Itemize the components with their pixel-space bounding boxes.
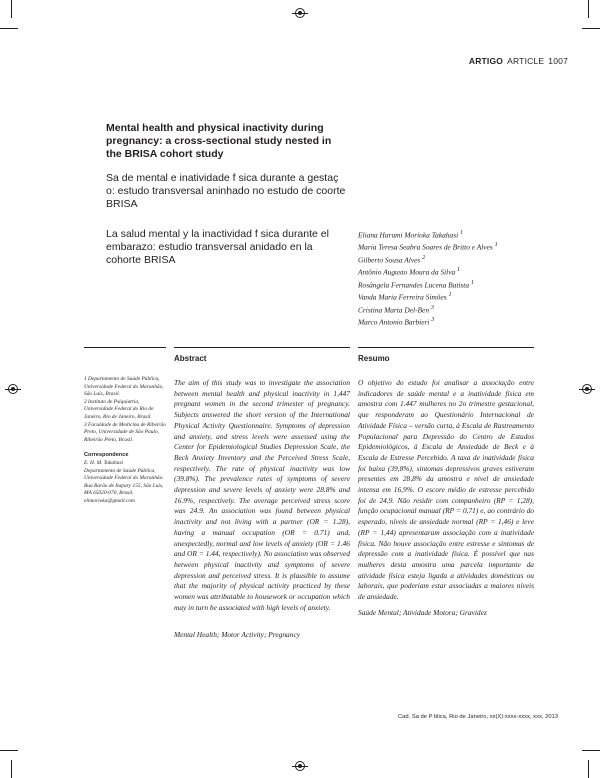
author-name: Eliana Harumi Morioka Takahasi $^1$ [358,230,464,240]
crop-mark [582,750,600,751]
author-name: Rosângela Fernandes Lucena Batista $^1$ [358,279,474,290]
abstract-heading: Abstract [174,354,207,363]
title-portuguese: Sa de mental e inatividade f sica durante a gestaç o: estudo transversal aninhado no estudo de coorte BRISA [106,172,346,210]
section-divider [358,347,534,348]
affiliation-item: 2 Instituto de Psiquiatria, Universidade Federal do Rio de Janeiro, Rio de Janeiro, Brasil. [84,398,154,420]
affiliations [84,376,166,506]
crop-mark [588,760,589,778]
correspondence-label: Correspondence [84,452,129,459]
resumo-text: O objetivo do estudo foi analisar a associação entre indicadores de saúde mental e a inatividade física em amostra com 1.447 mulheres no 2o trimestre gestacional, que responderam ao Questionário Internacional de Atividade Física – versão curta, à Escala de Rastreamento Populacional para Depressão do Centro de Estudos Epidemiológicos, à Escala de Ansiedade de Beck e à Escala de Estresse Percebido. A taxa de inatividade física foi baixa (39,8%), sintomas depressivos graves estiveram presentes em 28,8% da amostra e nível de ansiedade intensa em 16,9%. O escore médio de estresse percebido foi de 24,9. Não residir com companheiro (RP = 1,28), função ocupacional manual (RP = 0,71) e, ao contrário do esperado, níveis de ansiedade normal (RP = 1,46) e leve (RP = 1,44) apresentaram associação com a inatividade física. Não houve associação entre estresse e sintomas de depressão com a inatividade física. É possível que nas mulheres desta amostra uma parcela importante da atividade física esteja ligada a atividades domésticas ou laborais, que poderiam estar associadas a maiores níveis de ansiedade. [358,378,534,602]
crop-mark [11,0,12,18]
author-list [358,228,568,328]
registration-mark-icon [8,384,18,394]
resumo-heading: Resumo [358,354,390,363]
author-name: Maria Teresa Seabra Soares de Britto e Alves $^1$ [358,242,498,252]
abstract-keywords: Mental Health; Motor Activity; Pregnancy [174,630,301,639]
title-spanish: La salud mental y la inactividad f sica durante el embarazo: estudio transversal anidado en la cohorte BRISA [106,228,329,266]
author-name: Gilberto Sousa Alves $^2$ [358,254,426,265]
abstract-text: The aim of this study was to investigate the association between mental health and physical inactivity in 1,447 pregnant women in the second trimester of pregnancy. Subjects answered the short version of the International Physical Activity Questionnaire. Symptoms of depression and anxiety, and stress levels were assessed using the Center for Epidemiological Studies Depression Scale, the Beck Anxiety Inventory and the Perceived Stress Scale, respectively. The rate of physical inactivity was low (39.8%). The prevalence rates of symptoms of severe depression and severe levels of anxiety were 28.8% and 16.9%, respectively. The average perceived stress score was 24.9. An association was found between physical inactivity and not living with a partner (OR = 1.28), having a manual occupation (OR = 0.71) and, unexpectedly, normal and low levels of anxiety (OR = 1.46 and OR = 1.44, respectively). No association was observed between physical inactivity and symptoms of severe depression and perceived stress. It is plausible to assume that the majority of physical activity practiced by these women was attributable to housework or occupation which may in turn be associated with high levels of anxiety. [174,378,350,612]
crop-mark [0,750,18,751]
crop-mark [588,0,589,18]
correspondence-email[interactable]: elimorioka@gmail.com [84,497,135,504]
registration-mark-icon [582,384,592,394]
title-english: Mental health and physical inactivity during pregnancy: a cross-sectional study nested in the BRISA cohort study [106,122,332,160]
author-name: Marco Antonio Barbieri $^3$ [358,317,435,327]
running-header [469,56,568,66]
affiliation-item: 3 Faculdade de Medicina de Ribeirão Preto, Universidade de São Paulo, Ribeirão Preto, Brasil. [84,421,166,443]
correspondence-institution: Departamento de Saúde Pública, Universidade Federal do Maranhão. [84,467,164,482]
registration-mark-icon [295,761,305,771]
registration-mark-icon [295,8,305,18]
crop-mark [11,760,12,778]
author-name: Antônio Augusto Moura da Silva $^1$ [358,267,461,277]
author-name: Cristina Marta Del-Ben $^3$ [358,304,434,315]
crop-mark [0,28,18,29]
header-section: ARTIGO [468,56,504,66]
crop-mark [582,28,600,29]
citation-footer: Cad. Sa de P blica, Rio de Janeiro, xx(X):xxxx-xxxx, xxx, 2013 [397,714,558,720]
author-name: Vanda Maria Ferreira Simões $^1$ [358,292,452,302]
resumo-keywords: Saúde Mental; Atividade Motora; Gravidez [358,608,487,617]
correspondence-name: E. H. M. Takahasi [84,459,124,466]
section-divider [84,347,166,348]
section-divider [174,347,350,348]
affiliation-item: 1 Departamento de Saúde Pública, Universidade Federal do Maranhão, São Luís, Brasil. [84,376,164,398]
correspondence-address: Rua Barão de Itapary 155, São Luís, MA 65020-070, Brasil. [84,482,164,497]
header-page-number: 1007 [548,56,568,66]
header-article: ARTICLE [507,56,545,66]
